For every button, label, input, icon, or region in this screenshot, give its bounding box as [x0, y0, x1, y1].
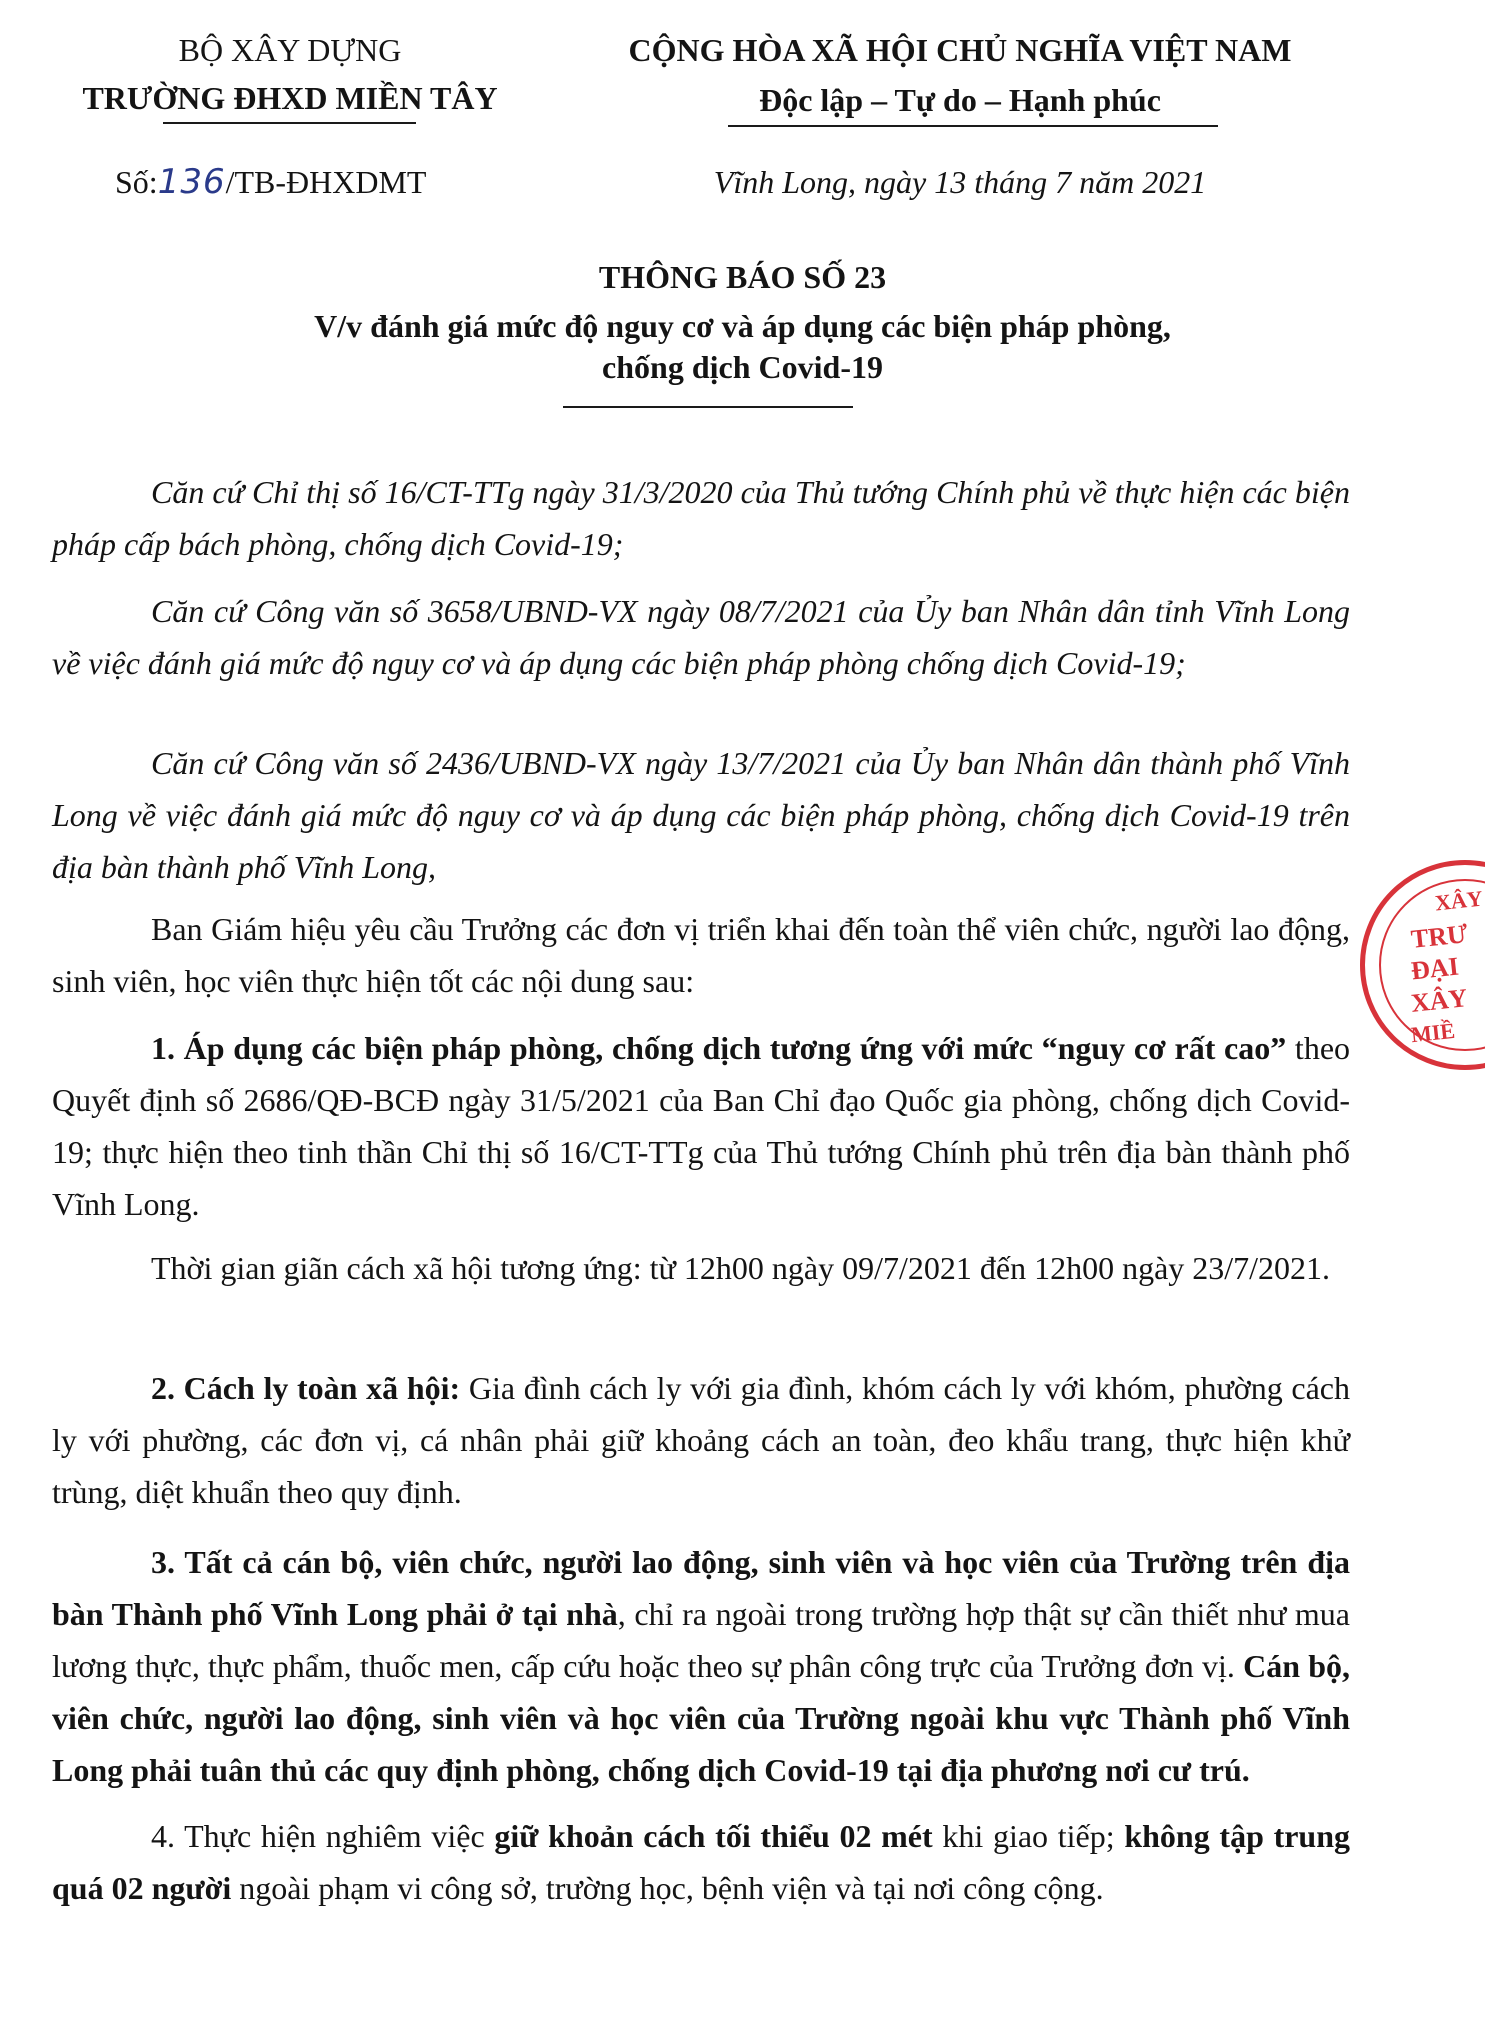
subject-line-2: chống dịch Covid-19	[602, 349, 883, 385]
title-underline	[563, 406, 853, 408]
motto-underline	[728, 125, 1218, 127]
item-3-bold-a: 3. Tất cả cán bộ, viên chức, người lao động, sinh viên và học viên của Trường trên địa bàn Thành phố Vĩnh Long phải ở tại nhà	[52, 1544, 1350, 1632]
item-2-text: Gia đình cách ly với gia đình, khóm cách ly với khóm, phường cách ly với phường, các đơn vị, cá nhân phải giữ khoảng cách an toàn, đeo khẩu trang, thực hiện khử trùng, diệt khuẩn theo quy định.	[52, 1370, 1351, 1510]
item-3-bold-b: Cán bộ, viên chức, người lao động, sinh viên và học viên của Trường ngoài khu vực Thành phố Vĩnh Long phải tuân thủ các quy định phòng, chống dịch Covid-19 tại địa phương nơi cư trú.	[52, 1648, 1351, 1788]
item-3-text: , chỉ ra ngoài trong trường hợp thật sự cần thiết như mua lương thực, thực phẩm, thuốc men, cấp cứu hoặc theo sự phân công trực của Trưởng đơn vị.	[52, 1596, 1351, 1684]
document-number	[115, 162, 426, 202]
item-2-bold: 2. Cách ly toàn xã hội:	[151, 1370, 461, 1406]
country-name: CỘNG HÒA XÃ HỘI CHỦ NGHĨA VIỆT NAM	[628, 32, 1292, 68]
seal-text-4: XÂY	[1409, 983, 1469, 1018]
red-seal-stamp	[1360, 860, 1485, 1070]
school-underline	[163, 122, 416, 124]
notice-title: THÔNG BÁO SỐ 23	[598, 259, 887, 295]
legal-basis-2: Căn cứ Công văn số 3658/UBND-VX ngày 08/7/2021 của Ủy ban Nhân dân tỉnh Vĩnh Long về việc đánh giá mức độ nguy cơ và áp dụng các biện pháp phòng chống dịch Covid-19;	[52, 593, 1350, 681]
intro-paragraph: Ban Giám hiệu yêu cầu Trưởng các đơn vị triển khai đến toàn thể viên chức, người lao động, sinh viên, học viên thực hiện tốt các nội dung sau:	[52, 911, 1350, 999]
item-4	[52, 1810, 1350, 1914]
item-1-bold-a: 1. Áp dụng các biện pháp phòng, chống dịch tương ứng với mức	[151, 1030, 1033, 1066]
ministry-name: BỘ XÂY DỰNG	[178, 32, 402, 68]
item-4-text-a: 4. Thực hiện nghiêm việc	[151, 1818, 495, 1854]
motto: Độc lập – Tự do – Hạnh phúc	[759, 82, 1161, 118]
item-4-bold-b: không tập trung quá 02 người	[52, 1818, 1351, 1906]
seal-text-5: MIỀ	[1409, 1017, 1457, 1048]
item-1-bold-b: “nguy cơ rất cao”	[1041, 1030, 1287, 1066]
item-2	[52, 1362, 1350, 1518]
item-3	[52, 1536, 1350, 1796]
item-4-text-c: ngoài phạm vi công sở, trường học, bệnh viện và tại nơi công cộng.	[231, 1870, 1104, 1906]
number-suffix: /TB-ĐHXDMT	[225, 164, 427, 200]
subject-line-1: V/v đánh giá mức độ nguy cơ và áp dụng các biện pháp phòng,	[314, 308, 1171, 344]
school-name: TRƯỜNG ĐHXD MIỀN TÂY	[82, 80, 498, 116]
seal-text-1: XÂY	[1433, 885, 1484, 916]
item-4-text-b: khi giao tiếp;	[932, 1818, 1125, 1854]
legal-basis-3: Căn cứ Công văn số 2436/UBND-VX ngày 13/7/2021 của Ủy ban Nhân dân thành phố Vĩnh Long về việc đánh giá mức độ nguy cơ và áp dụng các biện pháp phòng, chống dịch Covid-19 trên địa bàn thành phố Vĩnh Long,	[52, 745, 1350, 885]
item-1	[52, 1022, 1350, 1230]
item-1-time: Thời gian giãn cách xã hội tương ứng: từ 12h00 ngày 09/7/2021 đến 12h00 ngày 23/7/2021.	[151, 1250, 1331, 1286]
item-4-bold-a: giữ khoản cách tối thiểu 02 mét	[494, 1818, 933, 1854]
seal-text-2: TRƯ	[1409, 919, 1470, 954]
item-1-text: theo Quyết định số 2686/QĐ-BCĐ ngày 31/5/2021 của Ban Chỉ đạo Quốc gia phòng, chống dịch Covid-19; thực hiện theo tinh thần Chỉ thị số 16/CT-TTg của Thủ tướng Chính phủ trên địa bàn thành phố Vĩnh Long.	[52, 1030, 1351, 1222]
legal-basis-1: Căn cứ Chỉ thị số 16/CT-TTg ngày 31/3/2020 của Thủ tướng Chính phủ về thực hiện các biện pháp cấp bách phòng, chống dịch Covid-19;	[52, 474, 1350, 562]
number-prefix: Số:	[115, 164, 158, 200]
number-handwritten: 136	[157, 162, 226, 202]
place-date: Vĩnh Long, ngày 13 tháng 7 năm 2021	[713, 164, 1207, 200]
seal-text-3: ĐẠI	[1409, 951, 1461, 986]
